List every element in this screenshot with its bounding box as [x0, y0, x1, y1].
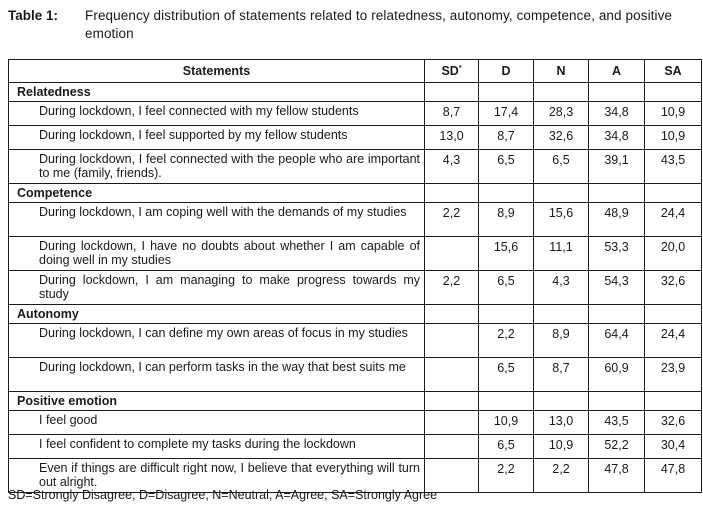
table-row: [9, 271, 702, 305]
sd-cell: [425, 435, 479, 459]
table-caption-label: Table 1:: [8, 8, 59, 23]
a-cell: 43,5: [589, 411, 645, 435]
sa-cell: 10,9: [645, 126, 702, 150]
a-cell: 48,9: [589, 203, 645, 237]
frequency-table: [8, 59, 702, 493]
n-cell: 4,3: [534, 271, 589, 305]
d-cell: 6,5: [479, 271, 534, 305]
a-cell: 64,4: [589, 324, 645, 358]
table-row: [9, 203, 702, 237]
sa-cell: 32,6: [645, 271, 702, 305]
table-row: [9, 358, 702, 392]
n-cell: 32,6: [534, 126, 589, 150]
header-row: [9, 60, 702, 83]
header-sd: [425, 60, 479, 83]
section-row-competence: [9, 184, 702, 203]
sd-cell: 2,2: [425, 203, 479, 237]
section-title: Autonomy: [9, 305, 425, 324]
sd-cell: [425, 237, 479, 271]
a-cell: 53,3: [589, 237, 645, 271]
d-cell: 2,2: [479, 459, 534, 493]
n-cell: 13,0: [534, 411, 589, 435]
a-cell: 34,8: [589, 126, 645, 150]
statement-cell: During lockdown, I can define my own areas of focus in my studies: [9, 324, 425, 358]
header-statements: Statements: [9, 60, 425, 83]
table-row: [9, 126, 702, 150]
header-d: D: [479, 60, 534, 83]
header-a: A: [589, 60, 645, 83]
sa-cell: 23,9: [645, 358, 702, 392]
header-sa: SA: [645, 60, 702, 83]
table-row: [9, 411, 702, 435]
n-cell: 28,3: [534, 102, 589, 126]
statement-cell: During lockdown, I am coping well with the demands of my studies: [9, 203, 425, 237]
a-cell: 34,8: [589, 102, 645, 126]
table-row: [9, 237, 702, 271]
a-cell: 47,8: [589, 459, 645, 493]
a-cell: 39,1: [589, 150, 645, 184]
sd-cell: 13,0: [425, 126, 479, 150]
d-cell: 6,5: [479, 435, 534, 459]
table-row: [9, 150, 702, 184]
n-cell: 11,1: [534, 237, 589, 271]
d-cell: 8,9: [479, 203, 534, 237]
n-cell: 8,9: [534, 324, 589, 358]
statement-cell: During lockdown, I feel connected with my fellow students: [9, 102, 425, 126]
statement-cell: During lockdown, I have no doubts about whether I am capable of doing well in my studies: [9, 237, 425, 271]
statement-cell: Even if things are difficult right now, I believe that everything will turn out alright.: [9, 459, 425, 493]
d-cell: 10,9: [479, 411, 534, 435]
section-title: Positive emotion: [9, 392, 425, 411]
statement-cell: During lockdown, I am managing to make progress towards my study: [9, 271, 425, 305]
d-cell: 6,5: [479, 150, 534, 184]
section-row-positive-emotion: [9, 392, 702, 411]
table-caption-text: Frequency distribution of statements related to relatedness, autonomy, competence, and positive emotion: [85, 8, 673, 41]
n-cell: 10,9: [534, 435, 589, 459]
n-cell: 8,7: [534, 358, 589, 392]
sa-cell: 30,4: [645, 435, 702, 459]
sa-cell: 10,9: [645, 102, 702, 126]
statement-cell: I feel good: [9, 411, 425, 435]
section-row-relatedness: [9, 83, 702, 102]
sa-cell: 43,5: [645, 150, 702, 184]
table-row: [9, 324, 702, 358]
sd-cell: [425, 324, 479, 358]
sd-cell: [425, 358, 479, 392]
sd-cell: 2,2: [425, 271, 479, 305]
d-cell: 6,5: [479, 358, 534, 392]
sa-cell: 32,6: [645, 411, 702, 435]
statement-cell: During lockdown, I feel supported by my fellow students: [9, 126, 425, 150]
section-row-autonomy: [9, 305, 702, 324]
statement-cell: During lockdown, I can perform tasks in the way that best suits me: [9, 358, 425, 392]
header-n: N: [534, 60, 589, 83]
sd-cell: [425, 411, 479, 435]
n-cell: 6,5: [534, 150, 589, 184]
d-cell: 2,2: [479, 324, 534, 358]
n-cell: 15,6: [534, 203, 589, 237]
d-cell: 17,4: [479, 102, 534, 126]
sd-cell: 8,7: [425, 102, 479, 126]
sd-cell: 4,3: [425, 150, 479, 184]
statement-cell: I feel confident to complete my tasks during the lockdown: [9, 435, 425, 459]
statement-cell: During lockdown, I feel connected with the people who are important to me (family, friends).: [9, 150, 425, 184]
header-sd-label: SD: [441, 64, 459, 78]
sa-cell: 47,8: [645, 459, 702, 493]
sa-cell: 20,0: [645, 237, 702, 271]
d-cell: 15,6: [479, 237, 534, 271]
header-sd-mark: *: [458, 65, 462, 72]
a-cell: 54,3: [589, 271, 645, 305]
section-title: Competence: [9, 184, 425, 203]
n-cell: 2,2: [534, 459, 589, 493]
d-cell: 8,7: [479, 126, 534, 150]
section-title: Relatedness: [9, 83, 425, 102]
table-footnote: SD=Strongly Disagree, D=Disagree, N=Neutral, A=Agree, SA=Strongly Agree: [8, 488, 438, 502]
sa-cell: 24,4: [645, 324, 702, 358]
table-row: [9, 435, 702, 459]
sa-cell: 24,4: [645, 203, 702, 237]
table-caption: [8, 7, 700, 43]
table-row: [9, 102, 702, 126]
a-cell: 60,9: [589, 358, 645, 392]
a-cell: 52,2: [589, 435, 645, 459]
